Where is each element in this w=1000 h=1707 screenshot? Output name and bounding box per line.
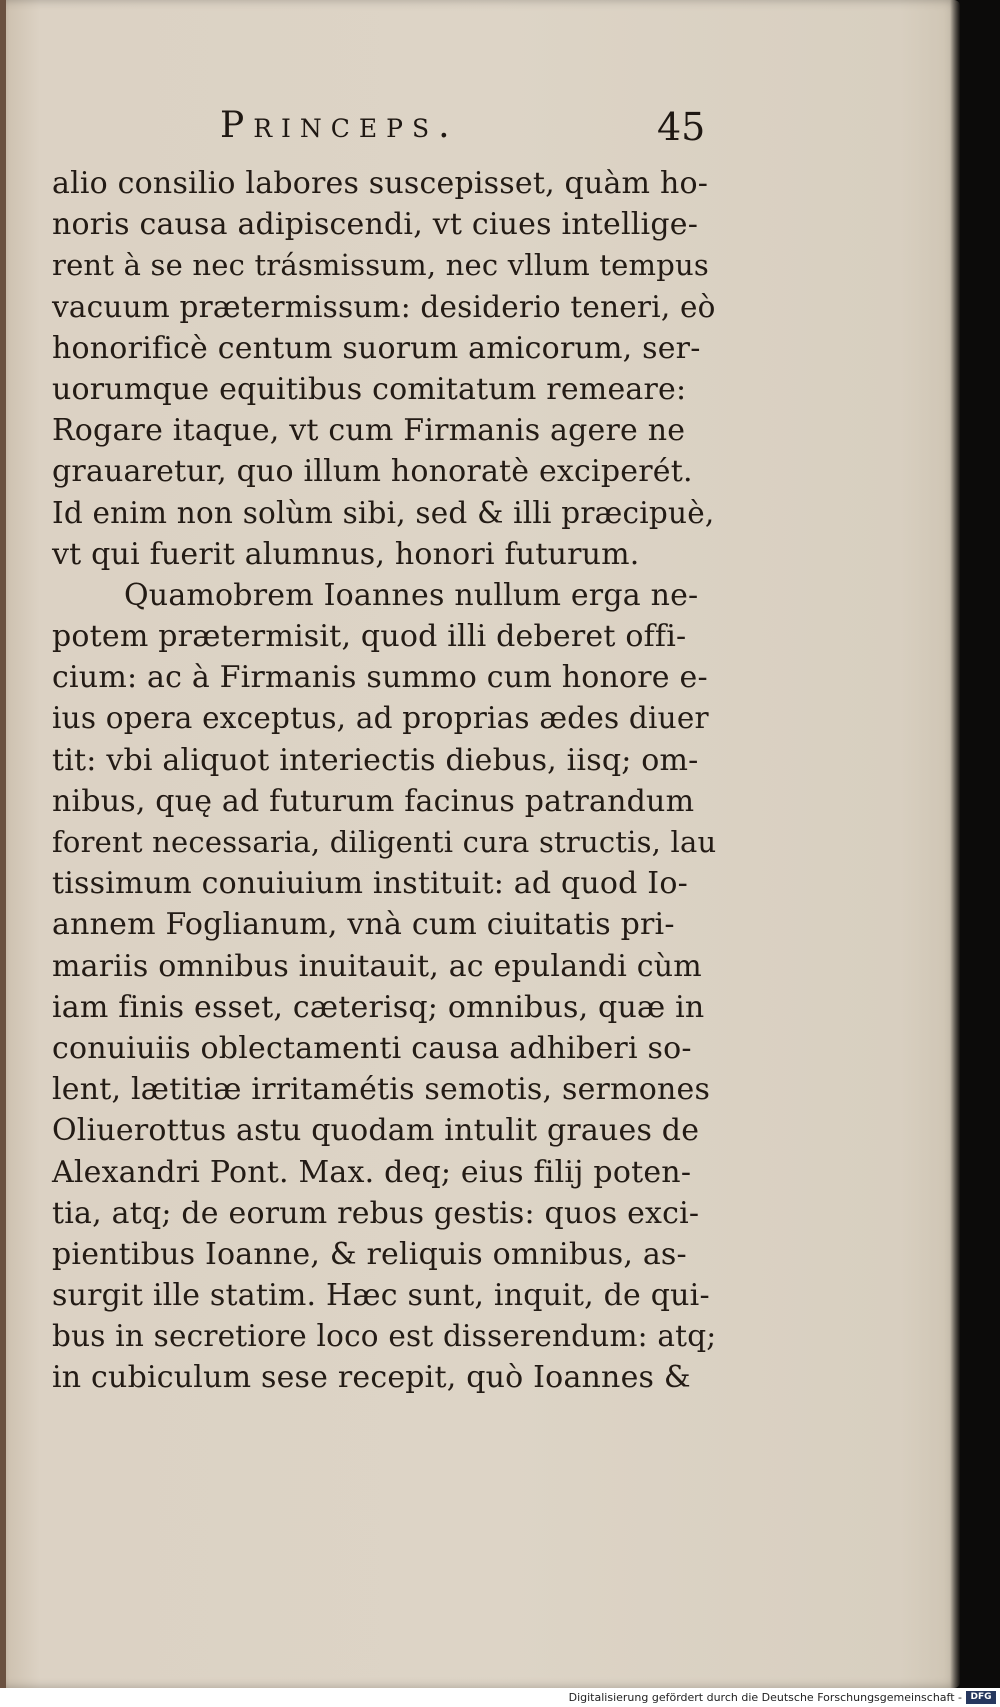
text-line: ius opera exceptus, ad proprias ædes diuer [52, 701, 709, 736]
text-line: tia, atq; de eorum rebus gestis: quos exci- [52, 1195, 700, 1231]
running-head: Princeps. [220, 105, 459, 146]
text-line: tissimum conuiuium instituit: ad quod Io- [52, 866, 688, 902]
text-line: mariis omnibus inuitauit, ac epulandi cùm [52, 948, 702, 984]
text-line: Id enim non solùm sibi, sed & illi præcipuè, [52, 495, 715, 530]
text-line: uorumque equitibus comitatum remeare: [52, 371, 687, 407]
text-line: Oliuerottus astu quodam intulit graues de [52, 1113, 700, 1149]
dfg-logo: DFG [966, 1691, 996, 1704]
funding-credit: Digitalisierung gefördert durch die Deutsche Forschungsgemeinschaft - [568, 1691, 962, 1704]
page-gutter [0, 0, 6, 1688]
text-line: noris causa adipiscendi, vt ciues intellige- [52, 207, 699, 243]
text-line: cium: ac à Firmanis summo cum honore e- [52, 660, 708, 696]
digitization-footer [0, 1688, 1000, 1707]
text-line: bus in secretiore loco est disserendum: atq; [52, 1319, 717, 1354]
text-line: rent à se nec trásmissum, nec vllum tempus [52, 248, 709, 283]
text-line: surgit ille statim. Hæc sunt, inquit, de qui- [52, 1278, 710, 1314]
page-header [52, 105, 732, 155]
text-line: grauaretur, quo illum honoratè exciperét. [52, 454, 693, 490]
page-number: 45 [657, 105, 706, 149]
paragraph-start-line: Quamobrem Ioannes nullum erga ne- [124, 577, 699, 613]
text-line: vt qui fuerit alumnus, honori futurum. [52, 536, 640, 572]
text-line: conuiuiis oblectamenti causa adhiberi so- [52, 1030, 692, 1066]
text-line: annem Foglianum, vnà cum ciuitatis pri- [52, 907, 675, 943]
text-line: potem prætermisit, quod illi deberet offi- [52, 619, 687, 655]
text-line: Rogare itaque, vt cum Firmanis agere ne [52, 413, 686, 449]
text-line: iam finis esset, cæterisq; omnibus, quæ in [52, 989, 705, 1025]
text-line: forent necessaria, diligenti cura structis, lau [52, 825, 717, 859]
text-line: honorificè centum suorum amicorum, ser- [52, 330, 701, 366]
text-line: in cubiculum sese recepit, quò Ioannes & [52, 1360, 691, 1396]
text-line: vacuum prætermissum: desiderio teneri, eò [52, 289, 716, 324]
text-line: tit: vbi aliquot interiectis diebus, iisq; om- [52, 742, 699, 778]
text-line: Alexandri Pont. Max. deq; eius filij poten- [52, 1154, 692, 1190]
text-line: alio consilio labores suscepisset, quàm ho- [52, 166, 709, 201]
text-line: nibus, quę ad futurum facinus patrandum [52, 783, 695, 819]
body-text [52, 163, 716, 1399]
text-line: lent, lætitiæ irritamétis semotis, sermones [52, 1072, 711, 1108]
text-line: pientibus Ioanne, & reliquis omnibus, as- [52, 1236, 687, 1272]
